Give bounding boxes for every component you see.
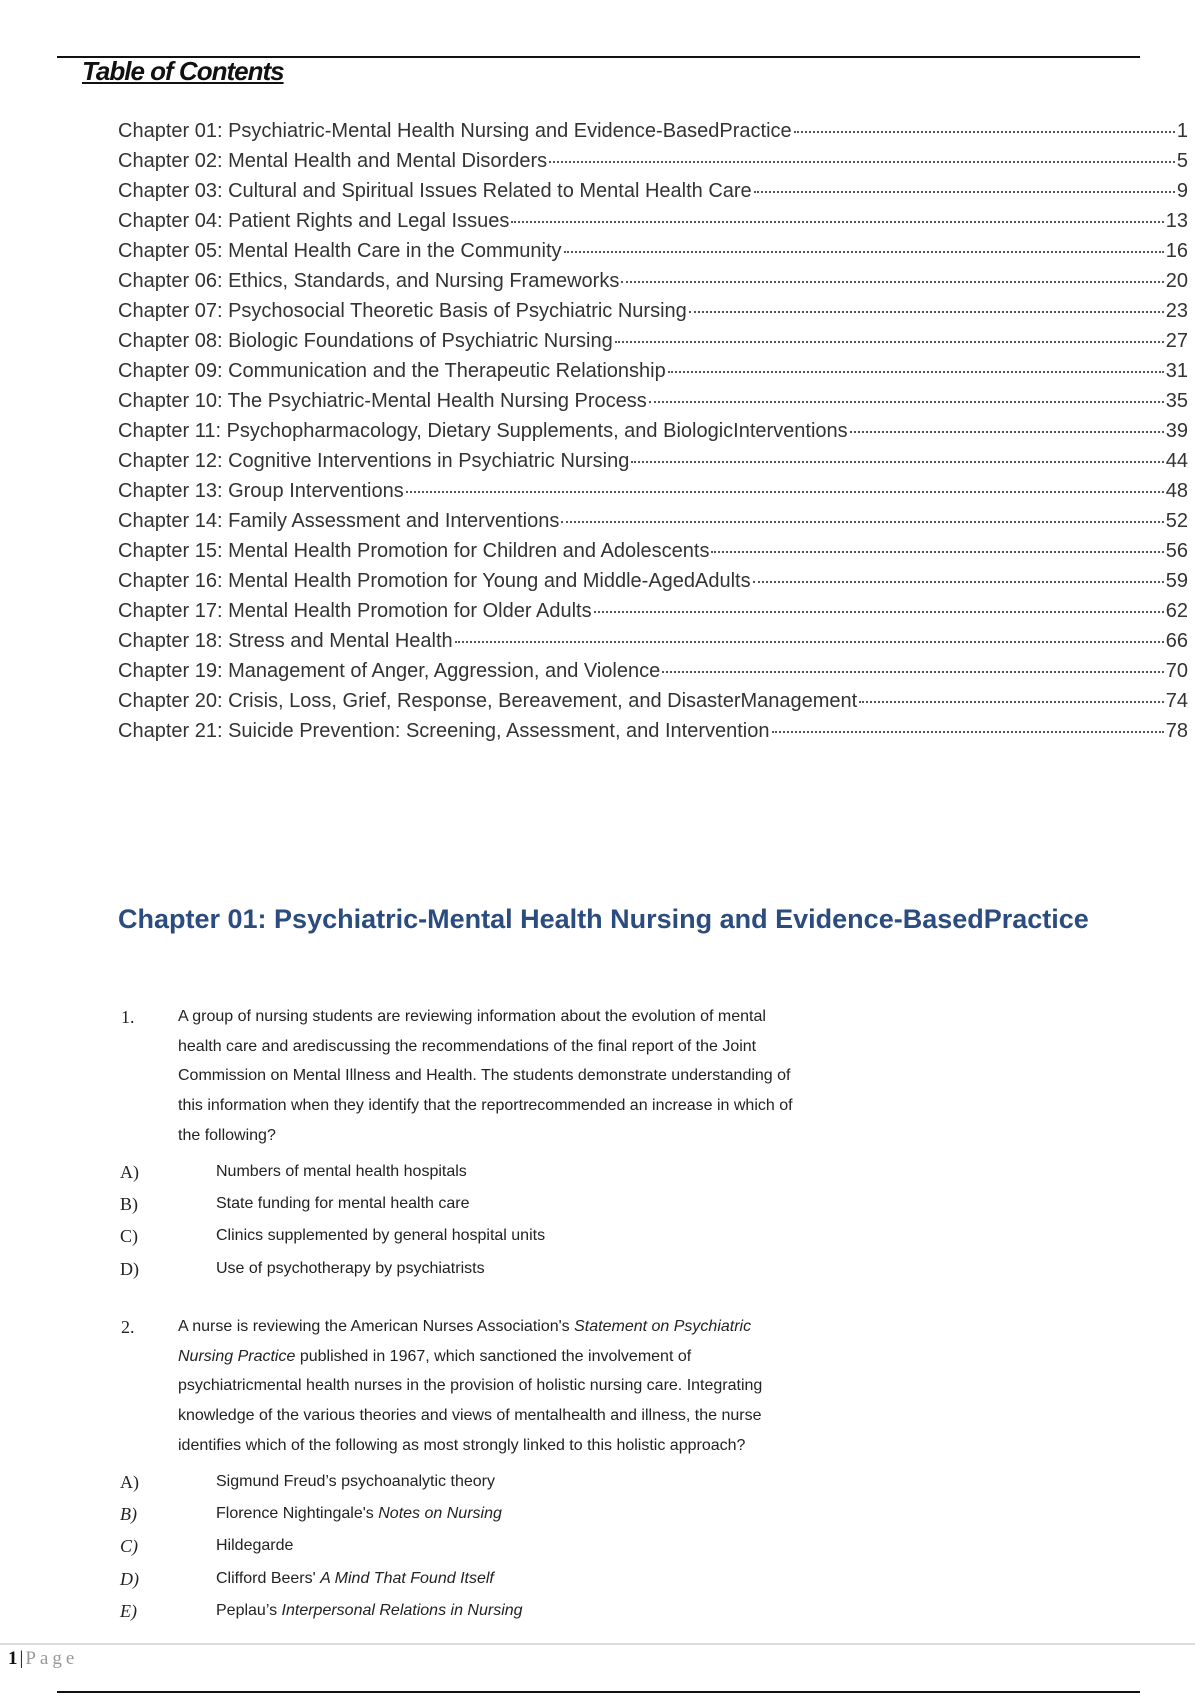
question-text-segment: Statement on Psychiatric xyxy=(574,1318,752,1335)
toc-entry[interactable] xyxy=(118,630,1188,660)
question-text-line xyxy=(178,1032,756,1062)
page-footer xyxy=(8,1648,78,1670)
toc-entry-label: Chapter 20: Crisis, Loss, Grief, Response, Bereavement, and DisasterManagement xyxy=(118,690,858,712)
dot-leader xyxy=(455,641,1164,643)
option-letter: B) xyxy=(120,1193,138,1214)
dot-leader xyxy=(859,701,1164,703)
toc-title: Table of Contents xyxy=(82,56,284,86)
question-text-segment: A nurse is reviewing the American Nurses Association's xyxy=(178,1318,575,1335)
option-letter: A) xyxy=(120,1161,139,1182)
footer-rule xyxy=(57,1691,1140,1693)
toc-entry-label: Chapter 09: Communication and the Therapeutic Relationship xyxy=(118,360,666,382)
question-text-line xyxy=(178,1121,276,1151)
dot-leader xyxy=(689,311,1164,313)
question-text-line xyxy=(178,1371,762,1401)
page-label: Page xyxy=(25,1648,79,1669)
dot-leader xyxy=(662,671,1164,673)
toc-entry[interactable] xyxy=(118,600,1188,630)
question-number: 2. xyxy=(121,1317,135,1337)
toc-entry[interactable] xyxy=(118,180,1188,210)
toc-entry[interactable] xyxy=(118,360,1188,390)
dot-leader xyxy=(564,251,1164,253)
toc-entry-page: 31 xyxy=(1165,360,1188,382)
question-text-segment: Nursing Practice xyxy=(178,1347,296,1365)
question-number: 1. xyxy=(121,1007,135,1027)
option-text-segment: Peplau’s xyxy=(216,1602,282,1620)
toc-entry-page: 35 xyxy=(1165,390,1188,412)
toc-entry-label: Chapter 06: Ethics, Standards, and Nursing Frameworks xyxy=(118,270,620,292)
question-text-segment: health care and arediscussing the recommendations of the final report of the Joint xyxy=(178,1037,757,1055)
question-text-line xyxy=(178,1431,745,1461)
option-text-segment: Clinics supplemented by general hospital units xyxy=(216,1227,546,1245)
toc-entry[interactable] xyxy=(118,270,1188,300)
question-text-line xyxy=(178,1342,691,1372)
question-text-segment: the following? xyxy=(178,1126,276,1144)
toc-entry-label: Chapter 01: Psychiatric-Mental Health Nursing and Evidence-BasedPractice xyxy=(118,120,792,142)
dot-leader xyxy=(631,461,1163,463)
question-text-line xyxy=(178,1002,766,1032)
table-of-contents xyxy=(118,120,1188,750)
toc-entry[interactable] xyxy=(118,330,1188,360)
option-text-segment: Use of psychotherapy by psychiatrists xyxy=(216,1259,485,1277)
toc-entry-label: Chapter 07: Psychosocial Theoretic Basis of Psychiatric Nursing xyxy=(118,300,687,322)
dot-leader xyxy=(511,221,1163,223)
question-text-segment: knowledge of the various theories and views of mentalhealth and illness, the nurse xyxy=(178,1407,762,1425)
option-text xyxy=(216,1530,293,1562)
toc-entry[interactable] xyxy=(118,120,1188,150)
toc-entry-page: 56 xyxy=(1165,540,1188,562)
toc-entry[interactable] xyxy=(118,540,1188,570)
toc-entry-label: Chapter 05: Mental Health Care in the Community xyxy=(118,240,562,262)
option-letter: C) xyxy=(120,1536,138,1557)
toc-entry[interactable] xyxy=(118,450,1188,480)
option-text-segment: Interpersonal Relations in Nursing xyxy=(281,1602,523,1620)
toc-entry-label: Chapter 19: Management of Anger, Aggression, and Violence xyxy=(118,660,661,682)
toc-entry-label: Chapter 12: Cognitive Interventions in Psychiatric Nursing xyxy=(118,450,630,472)
toc-entry[interactable] xyxy=(118,150,1188,180)
toc-entry-label: Chapter 21: Suicide Prevention: Screening, Assessment, and Intervention xyxy=(118,720,770,742)
toc-entry[interactable] xyxy=(118,420,1188,450)
option-text xyxy=(216,1563,494,1595)
option-text xyxy=(216,1188,470,1220)
dot-leader xyxy=(794,131,1175,133)
dot-leader xyxy=(406,491,1164,493)
toc-entry-label: Chapter 13: Group Interventions xyxy=(118,480,404,502)
toc-entry-label: Chapter 08: Biologic Foundations of Psychiatric Nursing xyxy=(118,330,613,352)
option-text-segment: Florence Nightingale's xyxy=(216,1504,379,1522)
chapter-heading: Chapter 01: Psychiatric-Mental Health Nursing and Evidence-BasedPractice xyxy=(118,904,1089,934)
toc-entry-page: 23 xyxy=(1165,300,1188,322)
option-letter: B) xyxy=(120,1503,137,1524)
question-text-line xyxy=(178,1061,791,1091)
option-text-segment: Numbers of mental health hospitals xyxy=(216,1162,467,1180)
option-letter: A) xyxy=(120,1471,139,1492)
toc-entry-page: 66 xyxy=(1165,630,1188,652)
dot-leader xyxy=(772,731,1164,733)
question-text-segment: identifies which of the following as most strongly linked to this holistic approach? xyxy=(178,1436,746,1454)
toc-entry-page: 78 xyxy=(1165,720,1188,742)
toc-entry-page: 1 xyxy=(1176,120,1188,142)
toc-entry-page: 59 xyxy=(1165,570,1188,592)
option-text-segment: Notes on Nursing xyxy=(378,1504,502,1522)
question-text-segment: published in 1967, which sanctioned the involvement of xyxy=(295,1347,692,1365)
option-text-segment: Clifford Beers' xyxy=(216,1569,321,1587)
toc-entry[interactable] xyxy=(118,660,1188,690)
toc-entry[interactable] xyxy=(118,210,1188,240)
dot-leader xyxy=(561,521,1163,523)
toc-entry-page: 52 xyxy=(1165,510,1188,532)
footer-separator: | xyxy=(19,1648,24,1669)
question-text-segment: Commission on Mental Illness and Health. The students demonstrate understanding of xyxy=(178,1067,791,1085)
option-letter: E) xyxy=(120,1601,137,1622)
toc-entry-label: Chapter 02: Mental Health and Mental Disorders xyxy=(118,150,548,172)
option-letter: D) xyxy=(120,1258,139,1279)
toc-entry-page: 27 xyxy=(1165,330,1188,352)
toc-entry-page: 74 xyxy=(1165,690,1188,712)
dot-leader xyxy=(594,611,1164,613)
question-text-segment: A group of nursing students are reviewing information about the evolution of mental xyxy=(178,1008,766,1025)
option-letter: C) xyxy=(120,1226,138,1247)
toc-entry-page: 5 xyxy=(1176,150,1188,172)
toc-entry-page: 39 xyxy=(1165,420,1188,442)
toc-entry-page: 62 xyxy=(1165,600,1188,622)
dot-leader xyxy=(754,191,1175,193)
toc-entry[interactable] xyxy=(118,570,1188,600)
toc-entry-page: 16 xyxy=(1165,240,1188,262)
toc-entry[interactable] xyxy=(118,390,1188,420)
option-text xyxy=(216,1498,502,1530)
toc-entry[interactable] xyxy=(118,690,1188,720)
toc-entry-label: Chapter 11: Psychopharmacology, Dietary Supplements, and BiologicInterventions xyxy=(118,420,848,442)
toc-entry-label: Chapter 10: The Psychiatric-Mental Health Nursing Process xyxy=(118,390,647,412)
toc-entry[interactable] xyxy=(118,510,1188,540)
toc-entry-page: 13 xyxy=(1165,210,1188,232)
toc-entry-page: 48 xyxy=(1165,480,1188,502)
dot-leader xyxy=(711,551,1163,553)
question-text-segment: this information when they identify that the reportrecommended an increase in which of xyxy=(178,1097,793,1115)
dot-leader xyxy=(615,341,1164,343)
question-text-line xyxy=(178,1401,761,1431)
toc-entry-label: Chapter 15: Mental Health Promotion for Children and Adolescents xyxy=(118,540,710,562)
toc-entry-label: Chapter 04: Patient Rights and Legal Issues xyxy=(118,210,510,232)
dot-leader xyxy=(850,431,1164,433)
toc-entry[interactable] xyxy=(118,240,1188,270)
option-text xyxy=(216,1595,523,1627)
toc-entry-page: 9 xyxy=(1176,180,1188,202)
option-text xyxy=(216,1466,495,1498)
option-text xyxy=(216,1253,485,1285)
toc-entry[interactable] xyxy=(118,300,1188,330)
option-text-segment: A Mind That Found Itself xyxy=(320,1569,494,1587)
toc-entry-label: Chapter 18: Stress and Mental Health xyxy=(118,630,453,652)
page-number: 1 xyxy=(8,1648,18,1669)
option-text-segment: State funding for mental health care xyxy=(216,1194,470,1212)
footer-divider xyxy=(0,1643,1195,1645)
toc-entry[interactable] xyxy=(118,480,1188,510)
toc-entry[interactable] xyxy=(118,720,1188,750)
option-text xyxy=(216,1220,545,1252)
dot-leader xyxy=(621,281,1163,283)
option-text-segment: Sigmund Freud’s psychoanalytic theory xyxy=(216,1472,495,1490)
toc-entry-page: 44 xyxy=(1165,450,1188,472)
toc-entry-label: Chapter 16: Mental Health Promotion for Young and Middle-AgedAdults xyxy=(118,570,751,592)
question-text-segment: psychiatricmental health nurses in the provision of holistic nursing care. Integrating xyxy=(178,1377,763,1395)
option-text-segment: Hildegarde xyxy=(216,1537,294,1555)
option-text xyxy=(216,1156,467,1188)
dot-leader xyxy=(668,371,1164,373)
toc-entry-label: Chapter 17: Mental Health Promotion for Older Adults xyxy=(118,600,592,622)
option-letter: D) xyxy=(120,1568,139,1589)
question-text-line xyxy=(178,1091,793,1121)
toc-entry-page: 20 xyxy=(1165,270,1188,292)
toc-entry-page: 70 xyxy=(1165,660,1188,682)
question-text-line xyxy=(178,1312,751,1342)
toc-entry-label: Chapter 03: Cultural and Spiritual Issues Related to Mental Health Care xyxy=(118,180,752,202)
toc-entry-label: Chapter 14: Family Assessment and Interventions xyxy=(118,510,560,532)
dot-leader xyxy=(649,401,1164,403)
dot-leader xyxy=(753,581,1164,583)
dot-leader xyxy=(549,161,1175,163)
